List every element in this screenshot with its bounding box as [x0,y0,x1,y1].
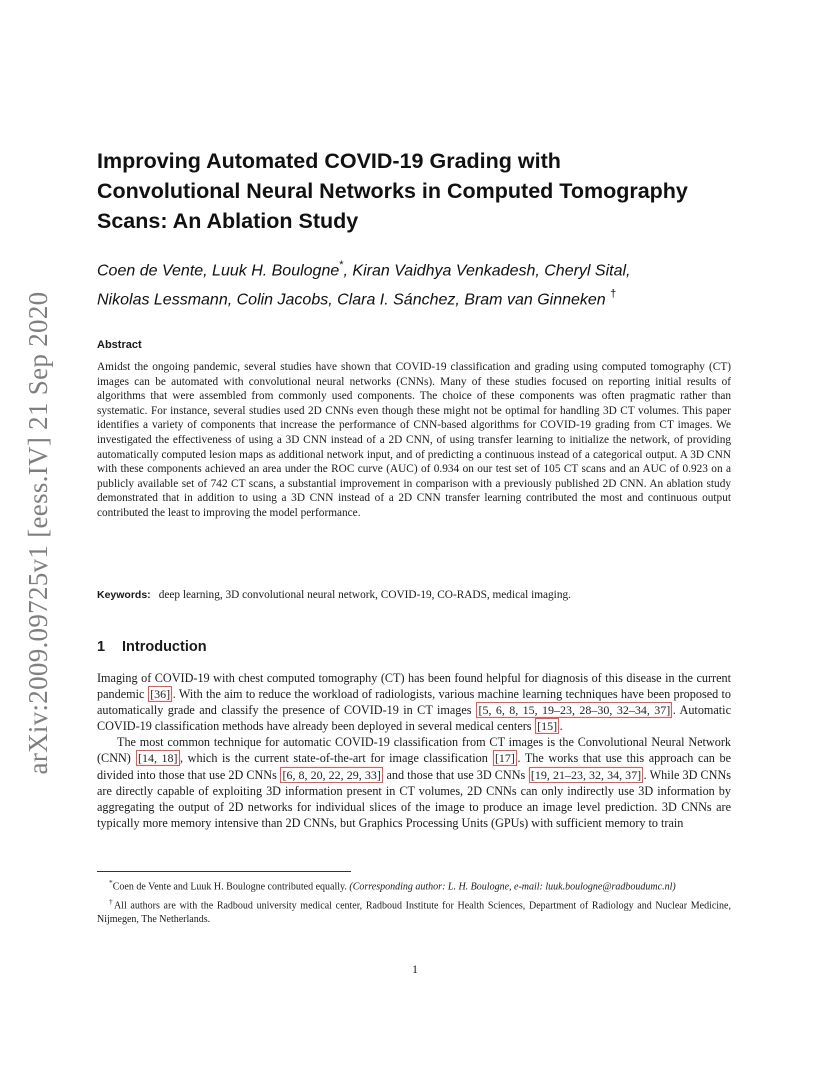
authors-text: , Kiran Vaidhya Venkadesh, Cheryl Sital, [343,262,631,280]
title-line: Improving Automated COVID-19 Grading with [97,149,561,173]
introduction-body [97,670,731,831]
keywords [97,588,737,602]
body-text: . With the aim to reduce the workload of radiologists, various machine learning techniques have been proposed to automatically grade and classify the presence of COVID-19 in CT images [97,687,731,718]
citation-link[interactable]: [15] [537,719,558,734]
authors-text: Coen de Vente, Luuk H. Boulogne [97,262,340,280]
footnote-divider [97,871,351,872]
body-text: , which is the current state-of-the-art for image classification [180,751,493,766]
corresponding-author-text: (Corresponding author: L. H. Boulogne, e-mail: luuk.boulogne@radboudumc.nl) [349,881,676,893]
equal-contribution-mark[interactable]: * [339,259,344,271]
citation-link[interactable]: [14, 18] [137,751,178,766]
abstract-heading: Abstract [97,339,142,351]
title-line: Scans: An Ablation Study [97,209,359,233]
body-text: . While 3D CNNs are directly capable of exploiting 3D information present in CT volumes, 2D CNNs can only indirectly use 3D information by aggregating the output of 2D networks for individual slices of the image to produce an image level prediction. 3D CNNs are typically more memory intensive than 2D CNNs, but Graphics Processing Units (GPUs) with sufficient memory to train [97,767,731,830]
body-text: . [559,719,563,734]
keywords-text: deep learning, 3D convolutional neural network, COVID-19, CO-RADS, medical imaging. [158,589,571,601]
author-line-2 [97,283,737,312]
paragraph-2 [97,734,731,831]
footnote-affiliation [97,895,731,925]
body-text: Imaging of COVID-19 with chest computed tomography (CT) has been found helpful for diagnosis of this disease in the current pandemic [97,671,731,702]
body-text: . The works that use this approach can be divided into those that use 2D CNNs [97,751,731,782]
citation-link[interactable]: [19, 21–23, 32, 34, 37] [530,767,642,782]
citation-link[interactable]: [17] [494,751,515,766]
footnote-text: Coen de Vente and Luuk H. Boulogne contributed equally. [112,881,350,893]
footnotes [97,876,731,928]
footnote-mark: * [109,878,113,887]
section-number: 1 [97,639,106,655]
body-text: and those that use 3D CNNs [383,767,529,782]
footnote-mark: † [109,897,114,907]
paper-page: arXiv:2009.09725v1 [eess.IV] 21 Sep 2020 Improving Automated COVID-19 Grading with Convolutional Neural Networks in Computed Tomography Scans: An Ablation Study Coen de Vente, Luuk H. Boulogne*, Kiran Vaidhya Venkadesh, Cheryl Sital, Nikolas Lessmann, Colin Jacobs, Clara I. Sánchez, Bram van Ginneken † Abstract Amidst the ongoing pandemic, several studies have shown that COVID-19 classification and grading using computed tomography (CT) images can be automated with convolutional neural networks (CNNs). Many of these studies focused on reporting initial results of algorithms that were assembled from commonly used components. The choice of these components was often pragmatic rather than systematic. For instance, several studies used 2D CNNs even though these might not be optimal for handling 3D CT volumes. This paper identifies a variety of components that increase the performance of CNN-based algorithms for COVID-19 grading from CT images. We investigated the effectiveness of using a 3D CNN instead of a 2D CNN, of using transfer learning to initialize the network, of providing automatically computed lesion maps as additional network input, and of predicting a continuous instead of a categorical output. A 3D CNN with these components achieved an area under the ROC curve (AUC) of 0.934 on our test set of 105 CT scans and an AUC of 0.923 on a publicly available set of 742 CT scans, a substantial improvement in comparison with a previously published 2D CNN. An ablation study demonstrated that in addition to using a 3D CNN instead of a 2D CNN transfer learning contributed the most and continuous output contributed the least to improving the model performance. Keywords: deep learning, 3D convolutional neural network, COVID-19, CO-RADS, medical imaging. 1 Introduction Imaging of COVID-19 with chest computed tomography (CT) has been found helpful for diagnosis of this disease in the current pandemic [36] . With the aim to reduce the workload of radiologists, various machine learning techniques have been proposed to automatically grade and classify the presence of COVID-19 in CT images [5, 6, 8, 15, 19–23, 28–30, 32–34, 37] . Automatic COVID-19 classification methods have already been deployed in several medical centers [15] . The most common technique for automatic COVID-19 classification from CT images is the Convolutional Neural Network (CNN) [14, 18] , which is the current state-of-the-art for image classification [17] . The works that use this approach can be divided into those that use 2D CNNs [6, 8, 20, 22, 29, 33] and those that use 3D CNNs [19, 21–23, 32, 34, 37] . While 3D CNNs are directly capable of exploiting 3D information present in CT volumes, 2D CNNs can only indirectly use 3D information by aggregating the output of 2D networks for individual slices of the image to produce an image level prediction. 3D CNNs are typically more memory intensive than 2D CNNs, but Graphics Processing Units (GPUs) with sufficient memory to train *Coen de Vente and Luuk H. Boulogne contributed equally. (Corresponding author: L. H. Boulogne, e-mail: luuk.boulogne@radboudumc.nl) †All authors are with the Radboud university medical center, Radboud Institute for Health Sciences, Department of Radiology and Nuclear Medicine, Nijmegen, The Netherlands. 1 [0,0,828,1072]
citation-link[interactable]: [36] [150,687,171,702]
authors-text: Nikolas Lessmann, Colin Jacobs, Clara I. Sánchez, Bram van Ginneken [97,291,606,309]
section-title: Introduction [122,639,207,655]
body-text: The most common technique for automatic COVID-19 classification from CT images is the Convolutional Neural Network (CNN) [97,735,731,766]
footnote-text: All authors are with the Radboud university medical center, Radboud Institute for Health Sciences, Department of Radiology and Nuclear Medicine, Nijmegen, The Netherlands. [97,900,731,925]
title-line: Convolutional Neural Networks in Computed Tomography [97,179,688,203]
keywords-label: Keywords: [97,589,151,601]
citation-link[interactable]: [5, 6, 8, 15, 19–23, 28–30, 32–34, 37] [478,703,671,718]
citation-link[interactable]: [6, 8, 20, 22, 29, 33] [282,767,381,782]
footnote-equal-contribution [97,876,731,893]
author-list [97,254,737,313]
paper-title [97,146,737,236]
section-heading-introduction [97,639,207,655]
affiliation-mark[interactable]: † [610,288,617,301]
abstract-text: Amidst the ongoing pandemic, several studies have shown that COVID-19 classification and grading using computed tomography (CT) images can be automated with convolutional neural networks (CNNs). Many of these studies focused on reporting initial results of algorithms that were assembled from commonly used components. The choice of these components was often pragmatic rather than systematic. For instance, several studies used 2D CNNs even though these might not be optimal for handling 3D CT volumes. This paper identifies a variety of components that increase the performance of CNN-based algorithms for COVID-19 grading from CT images. We investigated the effectiveness of using a 3D CNN instead of a 2D CNN, of using transfer learning to initialize the network, of providing automatically computed lesion maps as additional network input, and of predicting a continuous instead of a categorical output. A 3D CNN with these components achieved an area under the ROC curve (AUC) of 0.934 on our test set of 105 CT scans and an AUC of 0.923 on a publicly available set of 742 CT scans, a substantial improvement in comparison with a previously published 2D CNN. An ablation study demonstrated that in addition to using a 3D CNN instead of a 2D CNN transfer learning contributed the most and continuous output contributed the least to improving the model performance. [97,361,731,519]
paragraph-1 [97,670,731,734]
body-text: . Automatic COVID-19 classification methods have already been deployed in several medical centers [97,703,731,734]
author-line-1 [97,254,737,283]
page-number: 1 [412,962,418,976]
